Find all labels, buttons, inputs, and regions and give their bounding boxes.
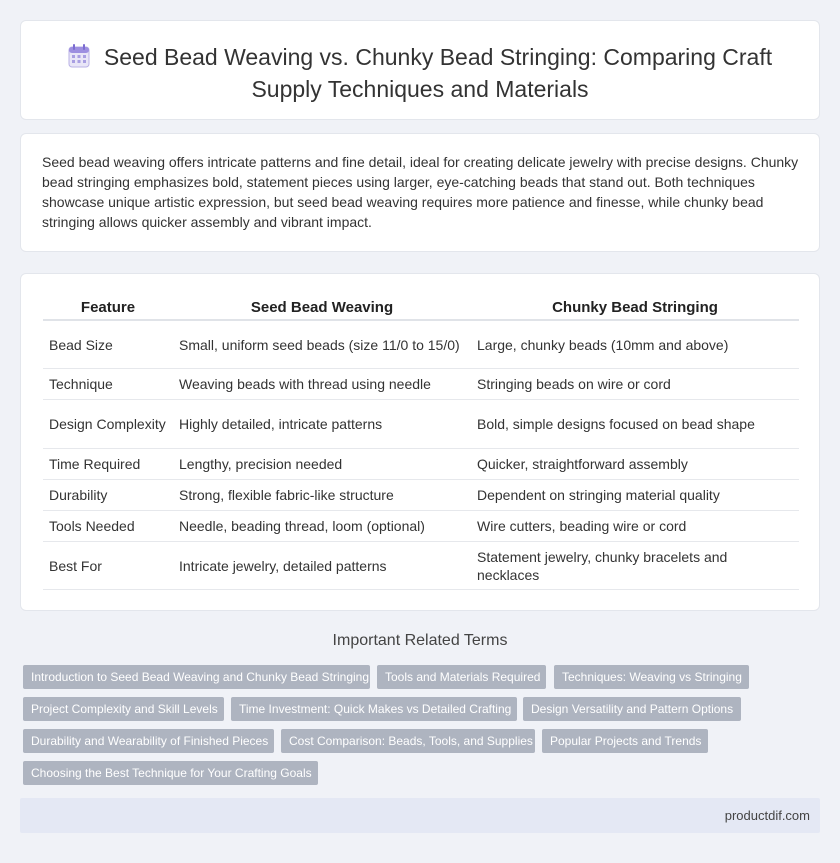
chunky-cell: Dependent on stringing material quality bbox=[471, 480, 799, 511]
header-feature: Feature bbox=[43, 295, 173, 320]
related-term-tag[interactable]: Cost Comparison: Beads, Tools, and Supplies bbox=[281, 729, 535, 753]
related-term-tag[interactable]: Choosing the Best Technique for Your Crafting Goals bbox=[23, 761, 318, 785]
feature-cell: Best For bbox=[43, 542, 173, 590]
table-row bbox=[43, 511, 799, 542]
table-header-row bbox=[43, 295, 799, 320]
header-seed-bead-weaving: Seed Bead Weaving bbox=[173, 295, 471, 320]
chunky-cell: Statement jewelry, chunky bracelets and necklaces bbox=[471, 542, 799, 590]
related-term-tag[interactable]: Time Investment: Quick Makes vs Detailed Crafting bbox=[231, 697, 517, 721]
related-term-tag[interactable]: Popular Projects and Trends bbox=[542, 729, 708, 753]
related-term-tag[interactable]: Tools and Materials Required bbox=[377, 665, 546, 689]
related-term-tag[interactable]: Design Versatility and Pattern Options bbox=[523, 697, 741, 721]
table-row bbox=[43, 400, 799, 449]
page-title: Seed Bead Weaving vs. Chunky Bead Stringing: Comparing Craft Supply Techniques and Materials bbox=[103, 44, 773, 102]
comparison-table bbox=[43, 295, 799, 590]
related-term-tag[interactable]: Project Complexity and Skill Levels bbox=[23, 697, 224, 721]
table-row bbox=[43, 320, 799, 369]
comparison-card bbox=[20, 273, 820, 611]
chunky-cell: Quicker, straightforward assembly bbox=[471, 449, 799, 480]
table-row bbox=[43, 480, 799, 511]
related-terms-title: Important Related Terms bbox=[332, 632, 508, 649]
page-title-row bbox=[21, 43, 819, 104]
seed-cell: Small, uniform seed beads (size 11/0 to 15/0) bbox=[173, 320, 471, 369]
related-term-tag[interactable]: Techniques: Weaving vs Stringing bbox=[554, 665, 749, 689]
seed-cell: Lengthy, precision needed bbox=[173, 449, 471, 480]
title-card bbox=[20, 20, 820, 120]
chunky-cell: Stringing beads on wire or cord bbox=[471, 369, 799, 400]
feature-cell: Time Required bbox=[43, 449, 173, 480]
table-row bbox=[43, 369, 799, 400]
calendar-icon bbox=[68, 44, 90, 75]
seed-cell: Needle, beading thread, loom (optional) bbox=[173, 511, 471, 542]
feature-cell: Technique bbox=[43, 369, 173, 400]
chunky-cell: Bold, simple designs focused on bead shape bbox=[471, 400, 799, 449]
chunky-cell: Large, chunky beads (10mm and above) bbox=[471, 320, 799, 369]
site-name: productdif.com bbox=[724, 808, 810, 823]
seed-cell: Weaving beads with thread using needle bbox=[173, 369, 471, 400]
feature-cell: Bead Size bbox=[43, 320, 173, 369]
related-term-tag[interactable]: Introduction to Seed Bead Weaving and Chunky Bead Stringing bbox=[23, 665, 370, 689]
related-term-tag[interactable]: Durability and Wearability of Finished Pieces bbox=[23, 729, 274, 753]
intro-paragraph: Seed bead weaving offers intricate patterns and fine detail, ideal for creating delicate jewelry with precise designs. Chunky bead stringing emphasizes bold, statement pieces using larger, eye-catching beads that stand out. Both techniques showcase unique artistic expression, but seed bead weaving requires more patience and finesse, while chunky bead stringing allows quicker assembly and vibrant impact. bbox=[42, 154, 799, 230]
feature-cell: Design Complexity bbox=[43, 400, 173, 449]
header-chunky-bead-stringing: Chunky Bead Stringing bbox=[471, 295, 799, 320]
feature-cell: Tools Needed bbox=[43, 511, 173, 542]
seed-cell: Strong, flexible fabric-like structure bbox=[173, 480, 471, 511]
intro-card bbox=[20, 133, 820, 252]
table-row bbox=[43, 542, 799, 590]
chunky-cell: Wire cutters, beading wire or cord bbox=[471, 511, 799, 542]
footer-bar bbox=[20, 798, 820, 833]
table-row bbox=[43, 449, 799, 480]
seed-cell: Intricate jewelry, detailed patterns bbox=[173, 542, 471, 590]
feature-cell: Durability bbox=[43, 480, 173, 511]
seed-cell: Highly detailed, intricate patterns bbox=[173, 400, 471, 449]
